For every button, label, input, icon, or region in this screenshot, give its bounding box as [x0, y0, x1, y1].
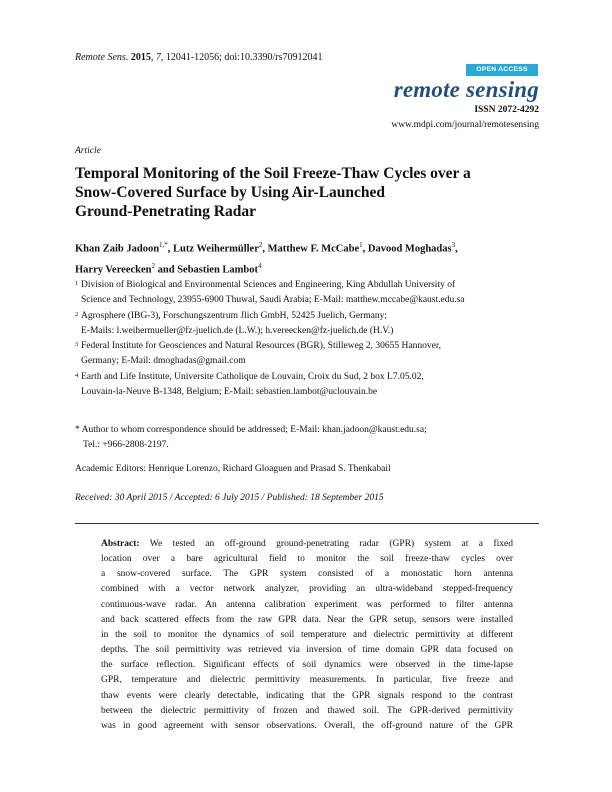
journal-url[interactable]: www.mdpi.com/journal/remotesensing [391, 120, 539, 130]
publication-dates: Received: 30 April 2015 / Accepted: 6 July 2015 / Published: 18 September 2015 [75, 493, 384, 503]
academic-editors: Academic Editors: Henrique Lorenzo, Richard Gloaguen and Prasad S. Thenkabail [75, 464, 391, 474]
abstract-line: was in good agreement with sensor observations. Overall, the off-ground nature of the GPR [101, 720, 513, 731]
article-type: Article [75, 146, 101, 156]
abstract-line: continuous-wave radar. An antenna calibration experiment was performed to filter antenna [101, 599, 513, 610]
title-line: Ground-Penetrating Radar [75, 203, 256, 220]
affiliation-number: 1 [75, 280, 79, 287]
abstract-line: depths. The soil permittivity was retrieved via inversion of time domain GPR data focused on [101, 645, 513, 656]
abstract-label: Abstract: [101, 539, 140, 549]
affiliation-number: 3 [75, 341, 79, 349]
author-affiliation-mark: 1 [359, 241, 363, 249]
abstract-line: location over a bare agricultural field to monitor the soil freeze-thaw cycles over [101, 554, 513, 565]
citation-year: 2015 [130, 52, 151, 63]
affiliation: 1 Division of Biological and Environmental Sciences and Engineering, King Abdullah University of Science and Technology, 23955-6900 Thuwal, Saudi Arabia; E-Mail: matthew.mccabe@kaust.edu.sa [75, 278, 545, 309]
article-title [75, 164, 515, 221]
abstract-line: Abstract: We tested an off-ground ground-penetrating radar (GPR) system at a fixed [101, 539, 513, 549]
section-divider [75, 523, 539, 524]
author-name: Lutz Weihermüller [173, 243, 259, 255]
abstract-line: combined with a vector network analyzer, providing an ultra-wideband stepped-frequency [101, 584, 513, 595]
citation-line: Remote Sens. 2015, 7, 12041-12056; doi:10.3390/rs70912041 [75, 52, 323, 63]
abstract-line: between the dielectric permittivity of frozen and thawed soil. The GPR-derived permittivity [101, 705, 513, 716]
author-name: Sebastien Lambot [177, 264, 258, 275]
author-list: Khan Zaib Jadoon$^{1,*}$, Lutz Weihermüller$^2$, Matthew F. McCabe$^1$, Davood Moghadas$^3$, Harry Vereecken$^2$ and Sebastien Lambot$^4$ [75, 241, 458, 275]
abstract-line: and back scattered effects from the raw GPR data. Near the GPR setup, sensors were installed [101, 614, 513, 625]
issn: ISSN 2072-4292 [474, 105, 539, 115]
affiliation: 3 Federal Institute for Geosciences and Natural Resources (BGR), Stilleweg 2, 30655 Hannover, Germany; E-Mail: dmoghadas@gmail.com [75, 339, 545, 370]
abstract [101, 537, 513, 734]
citation-volume: 7 [155, 52, 161, 63]
correspondence-note: * Author to whom correspondence should be addressed; E-Mail: khan.jadoon@kaust.edu.sa; Tel.: +966-2808-2197. [75, 425, 427, 451]
author-affiliation-mark: 4 [258, 261, 262, 270]
author-name: Harry Vereecken [75, 264, 152, 275]
open-access-badge: OPEN ACCESS [466, 64, 538, 76]
author-name: Khan Zaib Jadoon [75, 243, 160, 255]
journal-name: remote sensing [393, 77, 539, 102]
title-line: Snow-Covered Surface by Using Air-Launched [75, 184, 386, 201]
affiliations [75, 278, 545, 400]
author-affiliation-mark: 2 [258, 241, 263, 249]
title-line: Temporal Monitoring of the Soil Freeze-Thaw Cycles over a [75, 165, 471, 182]
abstract-line: GPR, temperature and dielectric permittivity measurements. In particular, five freeze and [101, 675, 513, 686]
abstract-line: a snow-covered surface. The GPR system consisted of a monostatic horn antenna [101, 569, 513, 580]
abstract-line: in the soil to monitor the dynamics of soil temperature and dielectric permittivity at different [101, 629, 513, 640]
author-affiliation-mark: 2 [151, 261, 155, 270]
abstract-line: the surface reflection. Significant effects of soil dynamics were observed in the time-lapse [101, 660, 513, 671]
affiliation: 4 Earth and Life Institute, Universite Catholique de Louvain, Croix du Sud, 2 box L7.05.02, Louvain-la-Neuve B-1348, Belgium; E-Mail: sebastien.lambot@uclouvain.be [75, 370, 545, 401]
affiliation-number: 4 [75, 371, 79, 379]
citation-journal: Remote Sens. [75, 52, 129, 63]
author-affiliation-mark: 1,* [159, 241, 168, 249]
author-name: Davood Moghadas [367, 243, 452, 255]
affiliation-number: 2 [75, 310, 79, 318]
author-name: Matthew F. McCabe [267, 243, 360, 255]
citation-doi: , 12041-12056; doi:10.3390/rs70912041 [160, 52, 323, 63]
abstract-line: thaw events were clearly detectable, indicating that the GPR signals respond to the contrast [101, 690, 513, 701]
affiliation: 2 Agrosphere (IBG-3), Forschungszentrum Jlich GmbH, 52425 Juelich, Germany; E-Mails: l.weihermueller@fz-juelich.de (L.W.); h.vereecken@fz-juelich.de (H.V.) [75, 309, 545, 340]
author-affiliation-mark: 3 [451, 241, 456, 249]
